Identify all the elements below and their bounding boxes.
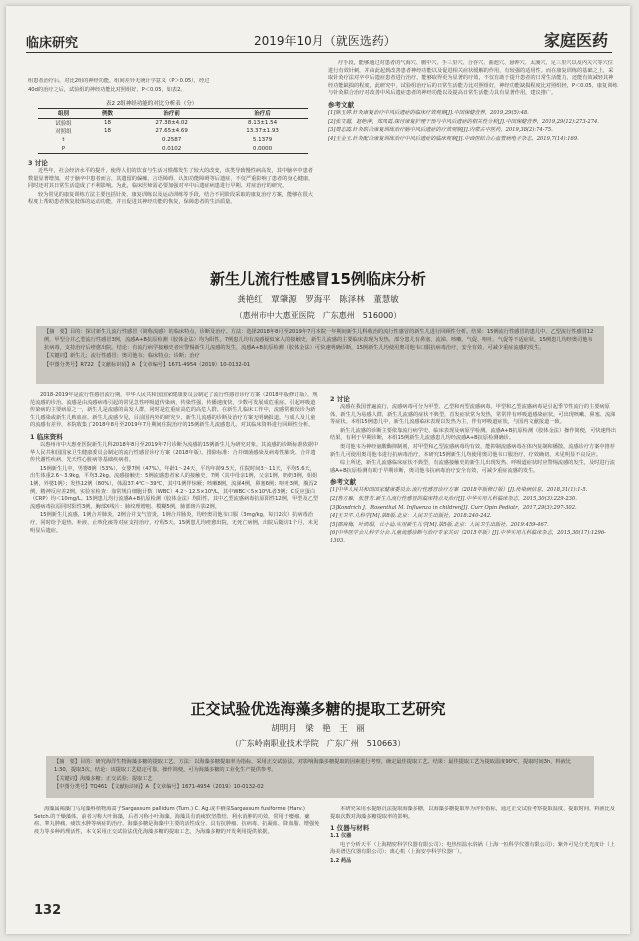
table-cell: 27.38±4.02 <box>155 119 188 126</box>
discussion-column <box>28 156 318 254</box>
table-cell: 试验组 <box>55 120 72 127</box>
journal-title: 家庭医药 <box>543 31 608 50</box>
table-cell: 13.37±1.93 <box>246 128 279 135</box>
subsection-heading: 1.1 仪器 <box>330 833 352 840</box>
table-cell: t <box>62 137 65 144</box>
references-heading: 参考文献 <box>328 100 354 109</box>
page-number: 132 <box>34 903 62 918</box>
table-cell: 0.2587 <box>162 137 182 144</box>
article2-left-column <box>34 806 320 892</box>
table-cell: 27.65±4.69 <box>155 128 188 135</box>
article-number: 【文章编号】1671-4954（2019）10-0132-02 <box>150 784 264 791</box>
table-header-row <box>38 109 308 119</box>
table-cell: 0.0000 <box>252 145 273 152</box>
paragraph: 流感在我国普遍流行，流感病毒可分为甲型、乙型和丙型流感病毒。甲型和乙型流感病毒是引起季节性流行的主要病原体，新生儿为易感人群，新生儿流感的症状不典型，首发症状常为发热，常常伴有呼吸道感染症状，可出现咳嗽、鼻塞、流涕等症状。本组15例患儿中，新生儿流感临床表现以发热为主，伴有呼吸道症状，与国内文献报道一致。 <box>330 404 616 426</box>
prev-article-intro <box>28 78 314 98</box>
intro-line: 40d的治疗之后，试验组的神经功能比对照组好，P＜0.05，如表2。 <box>28 86 186 93</box>
paragraph: 疗手段，能够通过对患者的气海穴、膻中穴、手三里穴、合谷穴、曲池穴、悬钟穴、太溪穴、足三里穴以及内关穴等穴位进行有效针刺，并由此起到改善患者神经功能以及促进相关症状缓解的作用，有较强的适用性。而在康复训练的基础之上，采取针灸疗法对卒中后遗症患者进行治疗，能够取得更为显著的疗效，不仅有助于提升患者的日常生活能力，还能有效减轻其神经功能缺损的程度，此研究中，试验组治疗后的日常生活能力比对照组好，神经功能缺损程度比对照组轻，P＜0.05，康复训练与针灸联合治疗对改善中风后遗症患者的神经功能以及提高日常生活能力具有显著作用，建议推广。 <box>328 60 618 97</box>
article1-left-column <box>30 392 320 672</box>
table-row <box>38 127 308 136</box>
reference-item: [1]陈玉婷.针灸康复治疗中风后遗症的临床疗效观察[J].中国保健营养，2019,29(5):48. <box>328 109 529 116</box>
table-caption: 表2 2组神经功能的对比分析表（分） <box>106 101 198 107</box>
document-code: 【文献标识码】A <box>109 784 149 791</box>
table-header-cell: 治疗前 <box>163 111 180 118</box>
paragraph: 海藻属褐藻门马尾藻科植物海蒿子Sargassum pallidum (Turn.) C. Ag.或羊栖菜Sargassum fusiforme (Harv.) Setch.的干燥藻体，前者习称大叶海藻，后者习称小叶海藻。海藻具有消痰软坚散结、利水消肿的功效，常用于瘿瘤、瘰疬、睾丸肿痛、痰饮水肿等病症的治疗。海藻多糖是海藻中主要的活性成分，具有抗肿瘤、抗病毒、抗凝血、降血脂、增强免疫力等多种药理活性，本文采用正交试验法优化海藻多糖的提取工艺，为海藻多糖的开发利用提供依据。 <box>34 806 320 835</box>
abstract-text: 【摘 要】目的：研究海洋生物海藻多糖的提取工艺。方法：以海藻多糖提取率为指标，采用正交试验法，对影响海藻多糖提取的因素进行考察，确定最佳提取工艺。结果：最佳提取工艺为提取温度90℃，提取时间3h，料液比1:30，提取3次。结论：该提取工艺稳定可靠，操作简便，可为海藻多糖的工业化生产提供参考。 <box>54 759 572 773</box>
references-heading: 参考文献 <box>330 478 356 487</box>
paragraph: 新生儿流感的诊断主要依靠流行病学史、临床表现及病原学检测。流感A+B抗原检测（胶体金法）操作简便，可快速得出结果，有利于早期诊断，本组15例新生儿流感患儿均经流感A+B抗原检测确诊。 <box>330 427 617 442</box>
reference-item: [4]王卫平.儿科学[M].第8版.北京：人民卫生出版社，2018:240-242. <box>330 513 492 520</box>
table-row <box>38 144 308 153</box>
section-heading: 2 讨论 <box>330 395 350 403</box>
table-header-cell: 例数 <box>102 111 114 118</box>
abstract-box <box>36 326 604 384</box>
article-title: 新生儿流行性感冒15例临床分析 <box>210 270 426 288</box>
article1-right-column <box>330 392 620 672</box>
paragraph: 电子分析天平（上海精密科学仪器有限公司）；电热恒温水浴锅（上海一恒科学仪器有限公司）；紫外可见分光光度计（上海美谱达仪器有限公司）；离心机（上海安亭科学仪器厂）。 <box>330 841 615 856</box>
reference-item: [2]张文超，赵艳萍，郑凤霞.探讨康复护理干预与中风后遗症的相关性分析[J].中国保健营养，2019,29(12):273-274. <box>328 118 599 125</box>
reference-item: [2]鲁方雁，张慧芳.新生儿流行性感冒的临床特点及治疗[J].中华实用儿科临床杂志，2015,30(3):229-230. <box>330 495 577 502</box>
article-authors: 胡明月 梁 艳 王 丽 <box>271 724 365 734</box>
paragraph: 较为常见的康复训练方法主要包括针灸、康复训练以及运动训练等手段，结合不同阶段采取的康复治疗方案，能够在很大程度上帮助患者恢复肢体的运动功能，并且促进其神经功能的恢复，保障患者的生活质量。 <box>28 191 313 206</box>
table-cell <box>89 136 126 145</box>
document-code: 【文献标识码】A <box>95 362 136 369</box>
section-heading: 1 临床资料 <box>30 432 63 441</box>
comparison-table <box>38 108 308 154</box>
reference-item: [5]邵肖梅，叶鸿瑁，丘小汕.实用新生儿学[M].第5版.北京：人民卫生出版社，2019:459-467. <box>330 521 549 528</box>
reference-item: [6]中华医学会儿科学分会.儿童流感诊断与治疗专家共识（2015年版）[J].中华实用儿科临床杂志，2015,30(17):1296-1303. <box>330 530 606 544</box>
paragraph: 本研究采用水提醇沉法提取海藻多糖，以海藻多糖提取率为评价指标，通过正交试验考察提取温度、提取时间、料液比及提取次数对海藻多糖提取率的影响。 <box>330 806 615 820</box>
header-rule <box>26 52 612 53</box>
table-cell: P <box>61 145 66 152</box>
paragraph: 15例新生儿中，男婴8例（53%），女婴7例（47%）。年龄1～24天，平均年龄9.5天，住院时间3～11天，平均5.6天，出生体重2.6～3.9kg，平均3.2kg。流感接触史：5例流感患者家人的接触史，7例（其中母亲1例，父亲1例，奶奶3例，姐姐1例，外婆1例）；发热12例（80%），体温37.4℃～39℃，其中1例伴惊厥；咳嗽8例，流涕4例，鼻塞6例；呕吐3例，腹泻2例，精神反应差2例。实验室检查：血常规白细胞计数（WBC）4.2～12.5×10⁹/L，其中WBC＜5×10⁹/L者3例；C反应蛋白（CRP）均＜10mg/L。15例患儿均行流感A+B抗原检测（胶体金法）均阳性，其中乙型流感病毒抗原阳性12例，甲型及乙型流感病毒抗原同时阳性3例。胸部X线片：肺纹理增粗、模糊5例，肺部斑片影2例。 <box>30 465 319 510</box>
table-row <box>38 136 308 145</box>
table-cell <box>89 144 126 153</box>
paragraph: 综上所述，新生儿流感临床症状不典型，有流感接触史的新生儿出现发热、呼吸道症状时应警惕流感的发生，及时进行流感A+B抗原检测有助于早期诊断，奥司他韦抗病毒治疗安全有效，可减少重症流感的发生。 <box>330 460 615 474</box>
section-heading: 1 仪器与材料 <box>330 824 370 833</box>
table-cell: 8.13±1.54 <box>247 119 278 126</box>
reference-item: [1]中华人民共和国国家健康委员会.流行性感冒诊疗方案（2018年版修订版）[J].传染病信息，2018,31(1):1-5. <box>330 487 588 494</box>
article-authors: 龚艳红 覃肇源 罗海平 陈泽林 董慧敏 <box>237 295 399 305</box>
article-affiliation: （广东岭南职业技术学院 广东广州 510663） <box>230 739 406 748</box>
reference-item: [4]王金玉.针灸配合康复训练治疗中风后遗症的临床观察[J].中西医结合心血管病电子杂志，2019,7(14):169. <box>328 135 579 142</box>
table-cell: 18 <box>104 119 112 126</box>
intro-line: 组患者治疗后，对比2组的神经功能，组间差异无统计学意义（P＞0.05），经过 <box>28 78 210 84</box>
reference-item: [3]Kondrich J，Rosenthal M. Influenza in children[J]. Curr Opin Pediatr，2017,29(3):297-302. <box>330 504 577 511</box>
classification-line <box>44 362 596 370</box>
paragraph: 2018-2019年是流行性感冒流行期，中华人民共和国国家健康委员会制定了流行性感冒诊疗方案（2018年版修订版），规范流感的诊治。流感是由流感病毒引起的常见急性呼吸道传染病，传染性强，传播速度快，少数可发展成危重症。引起呼吸道传染病的主要病原之一，新生儿是流感的高发人群，同时是危重症高危的高危人群。在新生儿临床工作中，流感常被误诊为新生儿感染或新生儿败血症，新生儿流感少见，目前国内外的研究少，新生儿流感的诊断及治疗方案无明确报道。与成人及儿童的流感有差异，本院收集了2018年8月至2019年7月期间住院治疗的15例新生儿流感患儿，对其临床资料进行回顾性分析。 <box>30 392 318 429</box>
table-cell: 18 <box>104 128 112 135</box>
subsection-heading: 1.2 药品 <box>330 857 352 864</box>
table-header-cell: 治疗后 <box>254 111 271 118</box>
issue-label: 2019年10月（就医选药） <box>254 34 396 48</box>
paragraph: 15例新生儿流感，1例合并肺炎，2例合并支气管炎，1例合并肠炎，均经奥司他韦口服（3mg/kg，每日2次）抗病毒治疗，同时给予退热、补液、止咳化痰等对症支持治疗，疗程5天。15例患儿均痊愈出院，无死亡病例，出院后随访1个月，未见明显后遗症。 <box>30 512 319 534</box>
section-label: 临床研究 <box>26 36 79 51</box>
section-heading: 3 讨论 <box>28 159 48 167</box>
article-number: 【文章编号】1671-4954（2019）10-0132-01 <box>137 362 251 369</box>
table-header-cell: 组别 <box>57 111 69 118</box>
article-title: 正交试验优选海藻多糖的提取工艺研究 <box>190 700 446 718</box>
reference-item: [3]周志霞.针灸联合康复训练治疗脑中风后遗症的疗效观察[J].内蒙古中医药，2019,38(2):74-75. <box>328 127 553 134</box>
table-cell: 5.1379 <box>252 137 273 144</box>
abstract-text: 【摘 要】目的：探讨新生儿流行性感冒（简称流感）的临床特点、诊断及治疗。方法：选择2018年8月至2019年7月本院一年期间新生儿科收治的流行性感冒的新生儿进行回顾性分析。结果：15例流行性感冒的患儿中，乙型流行性感冒12例，甲型合并乙型流行性感冒3例，流感A+B抗原检测（胶体金法）均为阳性。7例患儿均有流感疑似家人的接触史，新生儿流感的主要临床表现为发热，部分患儿有鼻塞、流涕、咳嗽、气促、呕吐、气促等不适症状，15例患儿均经奥司他韦抗病毒，支持治疗后痊愈出院。结论：有流行病学接触史者应警惕新生儿流感的发生，流感A+B抗原检测（胶体金法）可快速明确诊断，15例新生儿均使用奥司他韦口服抗病毒治疗，安全有效，可减少重症流感的发生。 <box>44 329 594 351</box>
prev-article-right-column <box>328 60 618 260</box>
paragraph: 近些年，社会经济水平的提升，使得人们的饮食与生活习惯都发生了较大的改变，该类导致慢性病高发，其中脑卒中患者数量显著增加，对于脑卒中患者而言，其遗留的偏瘫、言语障碍、认知功能障碍等后遗症，不仅严重影响了患者的身心健康，同时还对其日常生活造成了不利影响。为此，临床医师需必要加强对卒中后遗症病患进行早期、对症治疗的研究。 <box>28 168 314 190</box>
journal-page <box>6 6 630 934</box>
paragraph: 以惠州市中大惠亚医院新生儿科2018年8月至2019年7月诊断为流感的15例新生儿为研究对象。其流感的诊断标准依据中华人民共和国国家卫生健康委员会制定的流行性感冒诊疗方案（2018年版）。排除标准：合并细菌感染及病毒性肺炎、合并遗传代谢性疾病、先天性心脏病等基础疾病者。 <box>30 441 319 464</box>
table-row <box>38 118 308 127</box>
paragraph: 奥司他韦为神经氨酸酶抑制剂，对甲型和乙型流感病毒均有效，能抑制流感病毒在体内复制和播散。流感诊疗方案中推荐新生儿可使用奥司他韦进行抗病毒治疗，本研究15例新生儿均使用奥司他韦口服治疗，疗效确切，未见明显不良反应。 <box>330 443 615 458</box>
table-cell: 0.0102 <box>162 145 182 152</box>
keywords: 【关键词】海藻多糖；正交试验；提取工艺 <box>54 775 153 782</box>
keywords: 【关键词】新生儿；流行性感冒；奥司他韦；临床特点；诊断；治疗 <box>44 353 200 360</box>
class-number: 【中图分类号】TQ461 <box>54 784 108 791</box>
article2-right-column <box>330 806 616 906</box>
article-affiliation: （惠州市中大惠亚医院 广东惠州 516000） <box>234 311 402 320</box>
classification-line <box>54 784 586 792</box>
abstract-box <box>46 756 594 798</box>
table-cell: 对照组 <box>55 129 72 136</box>
class-number: 【中图分类号】R722 <box>44 362 94 369</box>
